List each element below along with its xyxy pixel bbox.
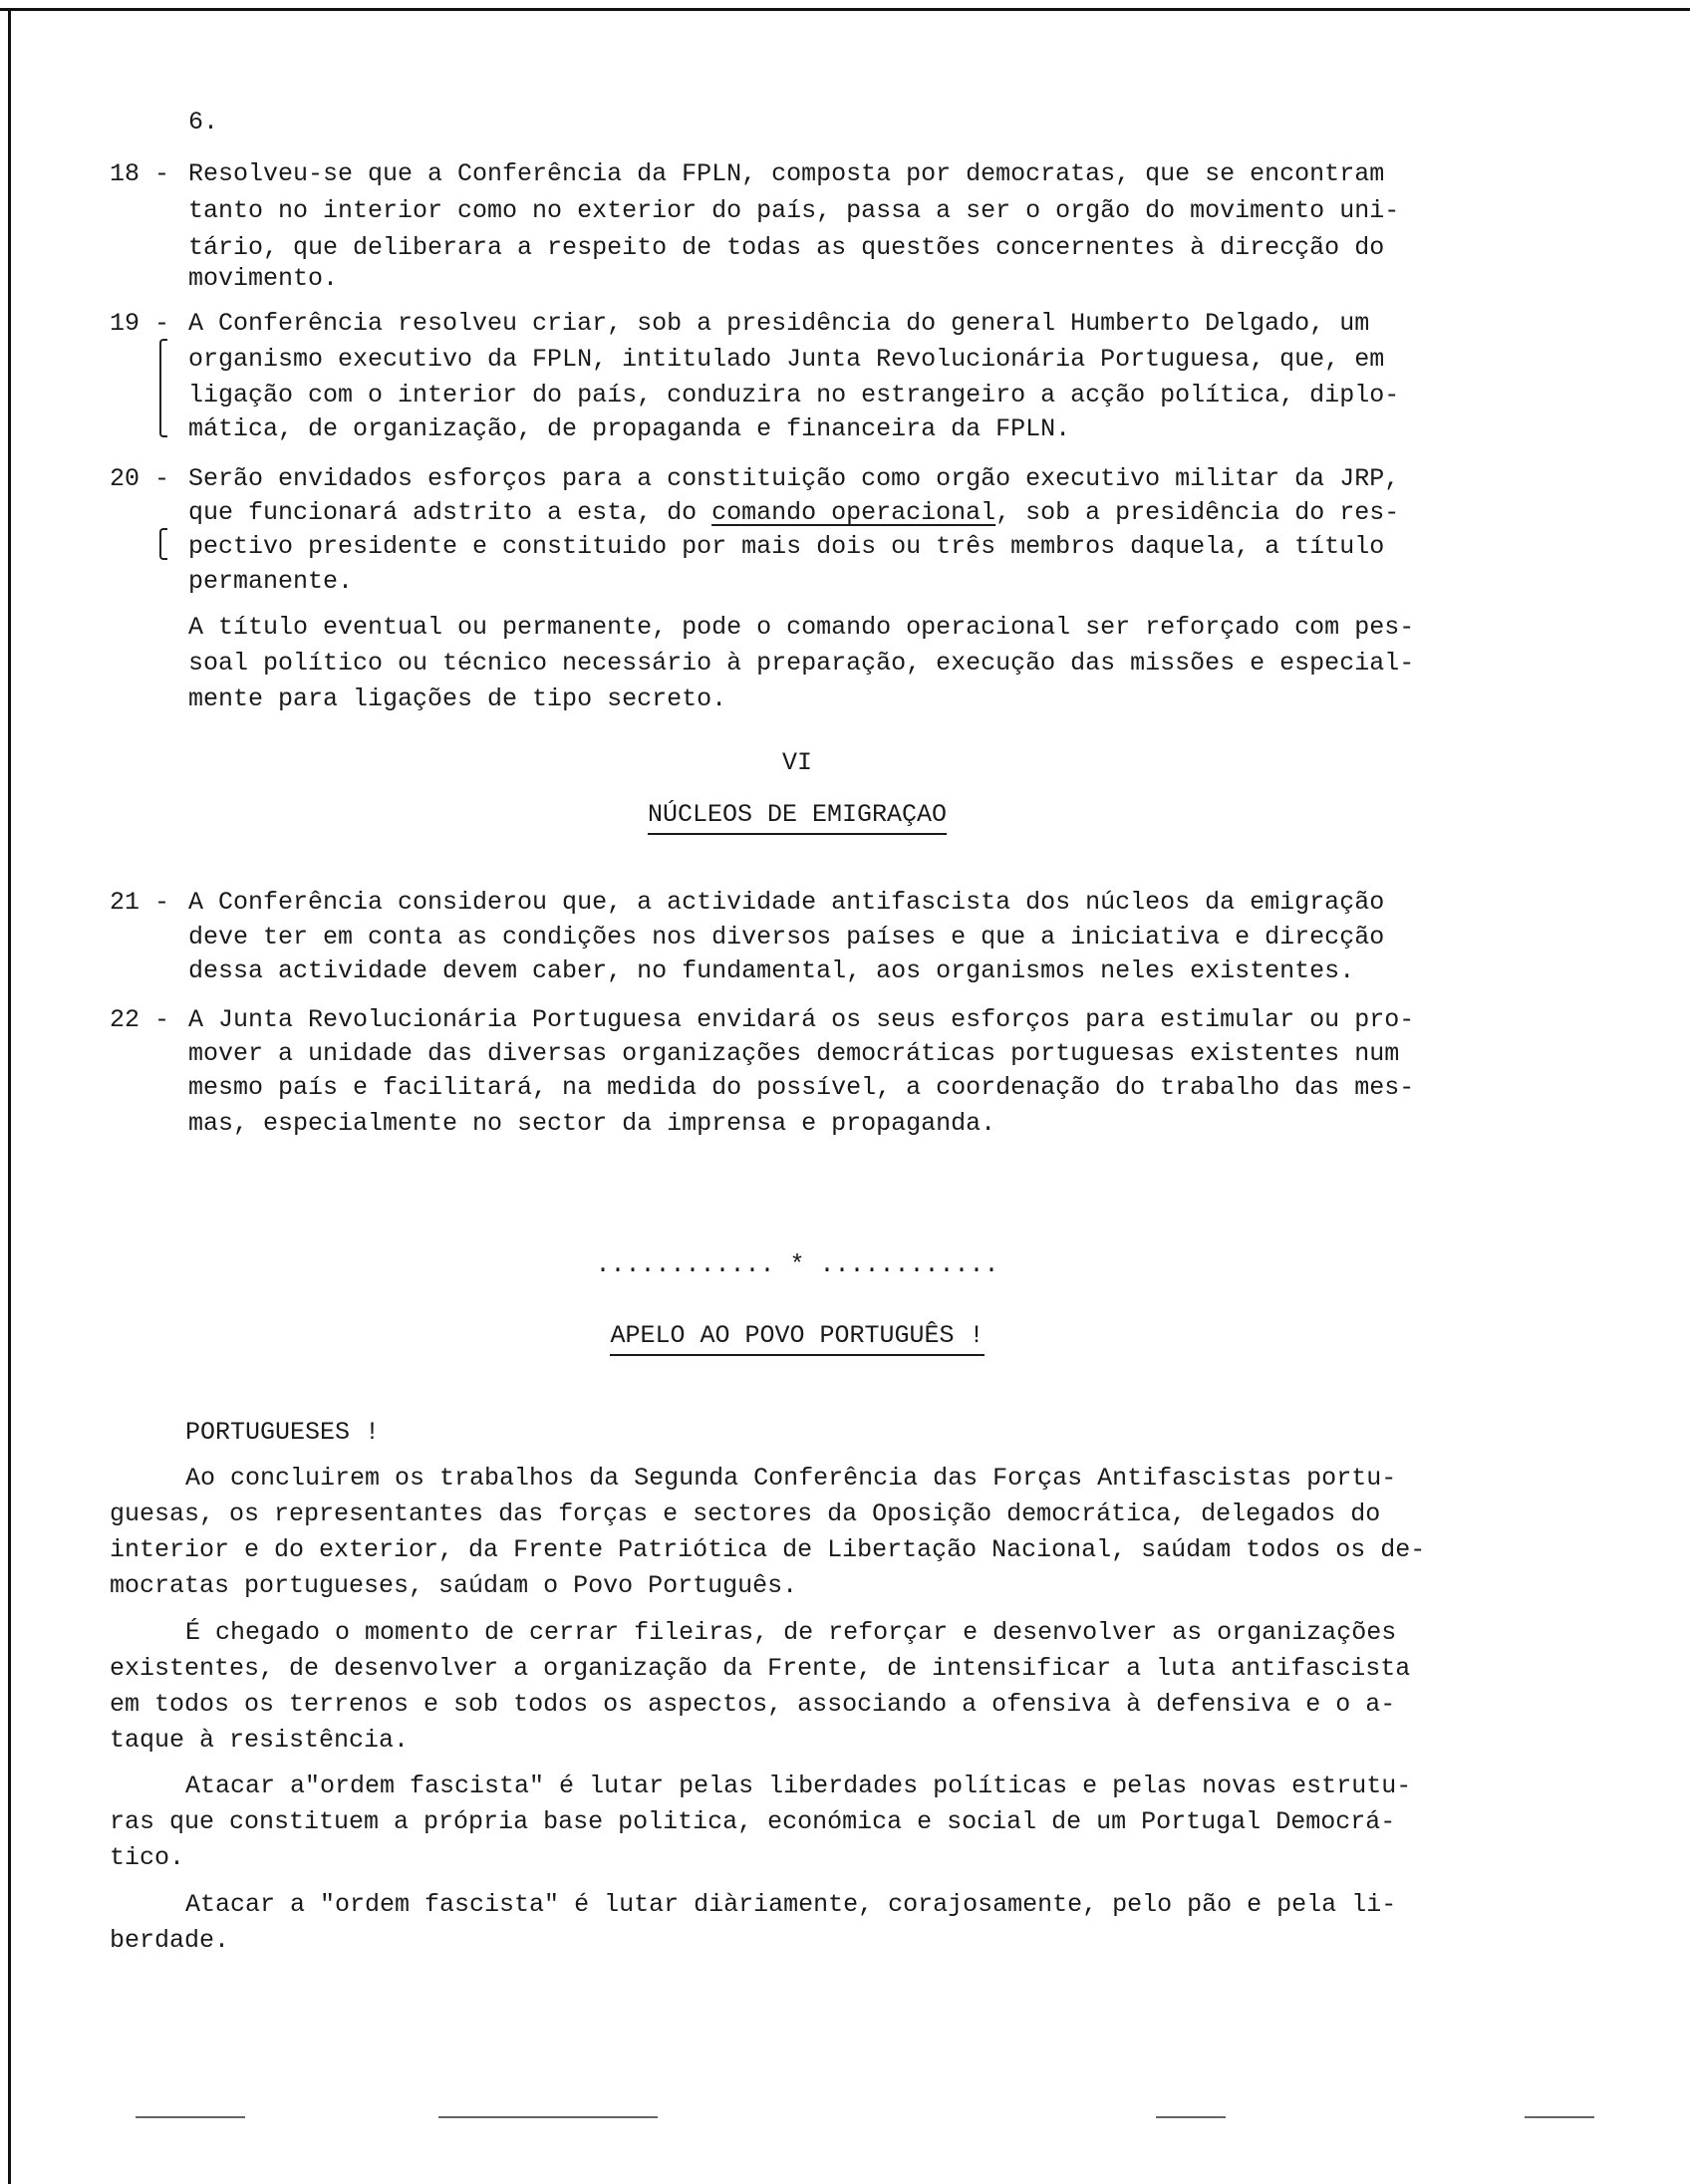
footer-rule — [136, 2116, 245, 2118]
page-number: 6. — [188, 108, 219, 136]
appeal-title-wrap — [0, 1317, 1594, 1354]
paragraph-line: guesas, os representantes das forças e sectores da Oposição democrática, delegados do — [110, 1500, 1381, 1528]
item-line: permanente. — [188, 567, 354, 596]
item-line: A Conferência resolveu criar, sob a presidência do general Humberto Delgado, um — [188, 309, 1370, 338]
paragraph-line: berdade. — [110, 1926, 230, 1955]
paragraph-line: interior e do exterior, da Frente Patriótica de Libertação Nacional, saúdam todos os de- — [110, 1535, 1426, 1564]
item-number: 21 - — [110, 888, 170, 917]
paragraph-line: Atacar a"ordem fascista" é lutar pelas liberdades políticas e pelas novas estrutu- — [185, 1772, 1412, 1800]
handwritten-bracket — [159, 339, 167, 437]
footer-rule — [438, 2116, 658, 2118]
paragraph-line: mocratas portugueses, saúdam o Povo Português. — [110, 1571, 798, 1600]
item-line: mente para ligações de tipo secreto. — [188, 684, 727, 713]
item-line-with-underline — [188, 494, 1399, 531]
item-line: A título eventual ou permanente, pode o comando operacional ser reforçado com pes- — [188, 613, 1415, 642]
text-segment: , sob a presidência do res- — [995, 498, 1400, 527]
handwritten-bracket — [159, 528, 167, 560]
section-title-wrap — [0, 796, 1594, 833]
item-line: Serão envidados esforços para a constituição como orgão executivo militar da JRP, — [188, 464, 1400, 493]
item-line: mática, de organização, de propaganda e financeira da FPLN. — [188, 414, 1071, 443]
item-line: dessa actividade devem caber, no fundamental, aos organismos neles existentes. — [188, 956, 1355, 985]
item-line: mas, especialmente no sector da imprensa e propaganda. — [188, 1109, 996, 1138]
paragraph-line: Ao concluirem os trabalhos da Segunda Conferência das Forças Antifascistas portu- — [185, 1464, 1397, 1493]
item-line: A Junta Revolucionária Portuguesa envidará os seus esforços para estimular ou pro- — [188, 1005, 1415, 1034]
paragraph-line: taque à resistência. — [110, 1726, 410, 1755]
item-line: organismo executivo da FPLN, intitulado Junta Revolucionária Portuguesa, que, em — [188, 345, 1385, 374]
paragraph-line: É chegado o momento de cerrar fileiras, de reforçar e desenvolver as organizações — [185, 1618, 1397, 1647]
item-number: 19 - — [110, 309, 170, 338]
paragraph-line: ras que constituem a própria base politica, económica e social de um Portugal Democrá- — [110, 1807, 1396, 1836]
paragraph-line: existentes, de desenvolver a organização da Frente, de intensificar a luta antifascista — [110, 1654, 1411, 1683]
item-line: soal político ou técnico necessário à preparação, execução das missões e especial- — [188, 649, 1415, 678]
section-numeral: VI — [781, 748, 812, 777]
separator: ............ * ............ — [595, 1250, 999, 1279]
item-number: 18 - — [110, 159, 170, 188]
item-line: A Conferência considerou que, a actividade antifascista dos núcleos da emigração — [188, 888, 1385, 917]
item-line: ligação com o interior do país, conduzira no estrangeiro a acção política, diplo- — [188, 381, 1400, 410]
item-line: mesmo país e facilitará, na medida do possível, a coordenação do trabalho das mes- — [188, 1073, 1415, 1102]
footer-rule — [1156, 2116, 1226, 2118]
salutation: PORTUGUESES ! — [185, 1418, 381, 1447]
underlined-phrase: comando operacional — [711, 498, 996, 527]
paragraph-line: tico. — [110, 1843, 185, 1872]
paragraph-line: Atacar a "ordem fascista" é lutar diàriamente, corajosamente, pelo pão e pela li- — [185, 1890, 1397, 1919]
item-line: tário, que deliberara a respeito de todas as questões concernentes à direcção do — [188, 233, 1385, 262]
item-line: deve ter em conta as condições nos diversos países e que a iniciativa e direcção — [188, 923, 1385, 952]
appeal-title: APELO AO POVO PORTUGUÊS ! — [610, 1321, 984, 1356]
item-number: 22 - — [110, 1005, 170, 1034]
item-line: pectivo presidente e constituido por mais dois ou três membros daquela, a título — [188, 532, 1385, 561]
item-number: 20 - — [110, 464, 170, 493]
paragraph-line: em todos os terrenos e sob todos os aspectos, associando a ofensiva à defensiva e o a- — [110, 1690, 1396, 1719]
text-segment: que funcionará adstrito a esta, do — [188, 498, 712, 527]
item-line: Resolveu-se que a Conferência da FPLN, composta por democratas, que se encontram — [188, 159, 1385, 188]
item-line: tanto no interior como no exterior do país, passa a ser o orgão do movimento uni- — [188, 196, 1400, 225]
section-title: NÚCLEOS DE EMIGRAÇAO — [648, 800, 947, 835]
footer-rule — [1525, 2116, 1594, 2118]
item-line: movimento. — [188, 264, 339, 293]
item-line: mover a unidade das diversas organizações democráticas portuguesas existentes num — [188, 1039, 1400, 1068]
